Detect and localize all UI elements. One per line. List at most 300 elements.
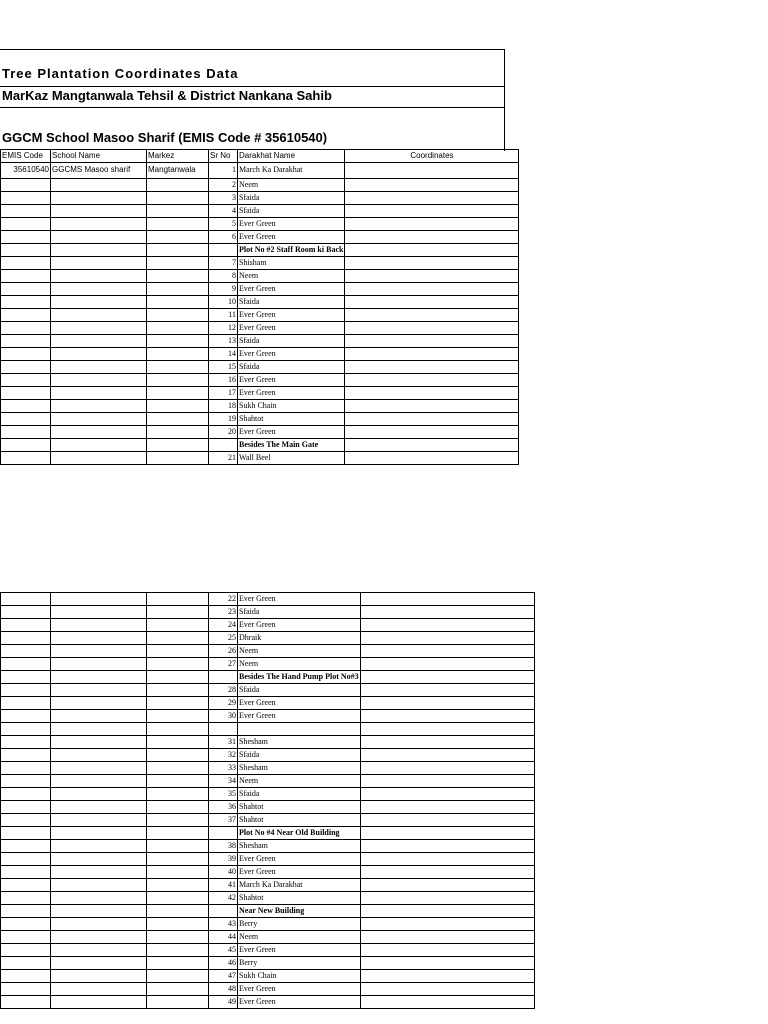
table-row <box>1 658 535 671</box>
markez-cell: Mangtanwala <box>147 163 209 179</box>
emis-code-cell <box>1 374 51 387</box>
section-row <box>1 904 535 917</box>
darakhat-name-cell: Plot No #2 Staff Room ki Back <box>238 244 345 257</box>
markez-cell <box>147 956 209 969</box>
darakhat-name-cell: March Ka Darakhat <box>238 163 345 179</box>
table-row <box>1 192 519 205</box>
markez-cell <box>147 348 209 361</box>
coordinates-cell <box>345 439 519 452</box>
emis-code-cell <box>1 309 51 322</box>
sr-no-cell: 17 <box>209 387 238 400</box>
markez-cell <box>147 400 209 413</box>
coordinates-cell <box>345 361 519 374</box>
markez-cell <box>147 439 209 452</box>
emis-code-cell <box>1 593 51 606</box>
markez-cell <box>147 671 209 684</box>
table-row <box>1 163 519 179</box>
school-name-cell <box>51 995 147 1008</box>
markez-cell <box>147 179 209 192</box>
table-row <box>1 800 535 813</box>
table-row <box>1 982 535 995</box>
markez-cell <box>147 697 209 710</box>
markez-cell <box>147 735 209 748</box>
emis-code-cell <box>1 205 51 218</box>
markez-cell <box>147 904 209 917</box>
school-name-cell <box>51 839 147 852</box>
sr-no-cell: 3 <box>209 192 238 205</box>
school-name-cell <box>51 244 147 257</box>
markez-cell <box>147 995 209 1008</box>
school-name-cell <box>51 930 147 943</box>
emis-code-cell <box>1 891 51 904</box>
markez-cell <box>147 309 209 322</box>
markez-cell <box>147 748 209 761</box>
sr-no-cell: 8 <box>209 270 238 283</box>
sr-no-cell: 44 <box>209 930 238 943</box>
darakhat-name-cell: Sfaida <box>238 748 361 761</box>
table-row <box>1 400 519 413</box>
sr-no-cell: 1 <box>209 163 238 179</box>
markez-cell <box>147 296 209 309</box>
emis-code-cell <box>1 943 51 956</box>
school-name-cell <box>51 852 147 865</box>
sr-no-cell <box>209 826 238 839</box>
sr-no-cell: 37 <box>209 813 238 826</box>
school-name-cell <box>51 619 147 632</box>
header-markez: Markez <box>147 150 209 163</box>
coordinates-cell <box>345 163 519 179</box>
school-name-cell <box>51 658 147 671</box>
emis-code-cell <box>1 904 51 917</box>
coordinates-cell <box>345 348 519 361</box>
darakhat-name-cell: Ever Green <box>238 218 345 231</box>
markez-cell <box>147 426 209 439</box>
coordinates-cell <box>345 452 519 465</box>
darakhat-name-cell: Shesham <box>238 839 361 852</box>
sr-no-cell: 21 <box>209 452 238 465</box>
table-row <box>1 322 519 335</box>
emis-code-cell <box>1 645 51 658</box>
table-row <box>1 761 535 774</box>
darakhat-name-cell: Ever Green <box>238 387 345 400</box>
emis-code-cell <box>1 684 51 697</box>
table-row <box>1 593 535 606</box>
markez-cell <box>147 774 209 787</box>
table-row <box>1 645 535 658</box>
emis-code-cell <box>1 413 51 426</box>
darakhat-name-cell: Neem <box>238 930 361 943</box>
school-name-cell <box>51 426 147 439</box>
sr-no-cell: 11 <box>209 309 238 322</box>
school-name-cell <box>51 632 147 645</box>
emis-code-cell <box>1 995 51 1008</box>
emis-code-cell <box>1 218 51 231</box>
markez-cell <box>147 658 209 671</box>
emis-code-cell <box>1 774 51 787</box>
sr-no-cell: 6 <box>209 231 238 244</box>
coordinates-cell <box>345 244 519 257</box>
darakhat-name-cell: Neem <box>238 774 361 787</box>
coordinates-cell <box>360 904 534 917</box>
school-name-cell <box>51 645 147 658</box>
coordinates-cell <box>360 684 534 697</box>
coordinates-cell <box>345 270 519 283</box>
coordinates-cell <box>360 632 534 645</box>
school-name-cell <box>51 748 147 761</box>
markez-cell <box>147 619 209 632</box>
coordinates-cell <box>345 413 519 426</box>
sr-no-cell <box>209 723 238 736</box>
coordinates-cell <box>360 671 534 684</box>
school-name-cell <box>51 257 147 270</box>
school-name-cell <box>51 439 147 452</box>
coordinates-cell <box>360 995 534 1008</box>
coordinates-cell <box>360 606 534 619</box>
table-row <box>1 283 519 296</box>
coordinates-cell <box>360 917 534 930</box>
markez-cell <box>147 723 209 736</box>
emis-code-cell <box>1 400 51 413</box>
markez-cell <box>147 606 209 619</box>
header-school-name: School Name <box>51 150 147 163</box>
table-row <box>1 309 519 322</box>
emis-code-cell <box>1 800 51 813</box>
sr-no-cell: 30 <box>209 710 238 723</box>
sr-no-cell: 48 <box>209 982 238 995</box>
coordinates-cell <box>360 852 534 865</box>
coordinates-cell <box>360 891 534 904</box>
darakhat-name-cell: Besides The Main Gate <box>238 439 345 452</box>
emis-code-cell <box>1 192 51 205</box>
markez-cell <box>147 645 209 658</box>
school-name-cell <box>51 348 147 361</box>
coordinates-cell <box>360 593 534 606</box>
school-title: GGCM School Masoo Sharif (EMIS Code # 35610540) <box>2 130 328 145</box>
table-row <box>1 748 535 761</box>
table-row <box>1 270 519 283</box>
darakhat-name-cell: Plot No #4 Near Old Building <box>238 826 361 839</box>
markez-cell <box>147 270 209 283</box>
markez-cell <box>147 878 209 891</box>
markez-cell <box>147 218 209 231</box>
darakhat-name-cell: Shahtot <box>238 891 361 904</box>
coordinates-cell <box>345 231 519 244</box>
school-name-cell <box>51 904 147 917</box>
coordinates-cell <box>360 865 534 878</box>
sr-no-cell: 16 <box>209 374 238 387</box>
table-row <box>1 930 535 943</box>
coordinates-cell <box>360 710 534 723</box>
markez-cell <box>147 969 209 982</box>
coordinates-cell <box>360 839 534 852</box>
darakhat-name-cell: Berry <box>238 917 361 930</box>
table-row <box>1 632 535 645</box>
sr-no-cell: 7 <box>209 257 238 270</box>
markez-cell <box>147 684 209 697</box>
plantation-table-bottom <box>0 592 535 1009</box>
emis-code-cell <box>1 335 51 348</box>
sr-no-cell: 47 <box>209 969 238 982</box>
emis-code-cell <box>1 283 51 296</box>
darakhat-name-cell: Ever Green <box>238 697 361 710</box>
darakhat-name-cell: Sfaida <box>238 205 345 218</box>
sr-no-cell: 14 <box>209 348 238 361</box>
table-row <box>1 452 519 465</box>
coordinates-cell <box>360 982 534 995</box>
emis-code-cell <box>1 930 51 943</box>
coordinates-cell <box>360 956 534 969</box>
school-name-cell <box>51 231 147 244</box>
markez-cell <box>147 593 209 606</box>
school-name-cell <box>51 826 147 839</box>
emis-code-cell <box>1 723 51 736</box>
table-row <box>1 179 519 192</box>
darakhat-name-cell: Neem <box>238 658 361 671</box>
darakhat-name-cell: Ever Green <box>238 852 361 865</box>
section-row <box>1 244 519 257</box>
darakhat-name-cell: Shesham <box>238 761 361 774</box>
darakhat-name-cell: Ever Green <box>238 982 361 995</box>
sr-no-cell: 15 <box>209 361 238 374</box>
emis-code-cell <box>1 619 51 632</box>
coordinates-cell <box>360 826 534 839</box>
section-row <box>1 826 535 839</box>
school-name-cell <box>51 361 147 374</box>
emis-code-cell <box>1 748 51 761</box>
sr-no-cell <box>209 904 238 917</box>
markez-cell <box>147 865 209 878</box>
markez-cell <box>147 283 209 296</box>
markez-cell <box>147 826 209 839</box>
darakhat-name-cell: Ever Green <box>238 995 361 1008</box>
school-name-cell <box>51 270 147 283</box>
darakhat-name-cell: Berry <box>238 956 361 969</box>
header-emis-code: EMIS Code <box>1 150 51 163</box>
markez-cell <box>147 813 209 826</box>
darakhat-name-cell: Shahtot <box>238 413 345 426</box>
coordinates-cell <box>345 283 519 296</box>
school-name-cell <box>51 891 147 904</box>
coordinates-cell <box>345 257 519 270</box>
school-name-cell <box>51 671 147 684</box>
divider <box>0 107 505 108</box>
markez-cell <box>147 852 209 865</box>
table-row <box>1 839 535 852</box>
coordinates-cell <box>360 930 534 943</box>
markez-cell <box>147 632 209 645</box>
table-row <box>1 969 535 982</box>
table-row <box>1 361 519 374</box>
sr-no-cell: 29 <box>209 697 238 710</box>
markez-cell <box>147 917 209 930</box>
darakhat-name-cell: Ever Green <box>238 309 345 322</box>
school-name-cell <box>51 878 147 891</box>
table-row <box>1 917 535 930</box>
school-name-cell <box>51 283 147 296</box>
emis-code-cell <box>1 697 51 710</box>
school-name-cell <box>51 800 147 813</box>
school-name-cell <box>51 956 147 969</box>
sr-no-cell: 9 <box>209 283 238 296</box>
markez-cell <box>147 387 209 400</box>
sheet-title: Tree Plantation Coordinates Data <box>2 66 239 81</box>
darakhat-name-cell: Ever Green <box>238 943 361 956</box>
school-name-cell <box>51 593 147 606</box>
school-name-cell <box>51 684 147 697</box>
sr-no-cell: 28 <box>209 684 238 697</box>
emis-code-cell <box>1 813 51 826</box>
darakhat-name-cell: Neem <box>238 645 361 658</box>
coordinates-cell <box>360 761 534 774</box>
emis-code-cell <box>1 606 51 619</box>
darakhat-name-cell: Sfaida <box>238 192 345 205</box>
emis-code-cell <box>1 865 51 878</box>
school-name-cell <box>51 710 147 723</box>
school-name-cell <box>51 917 147 930</box>
emis-code-cell <box>1 322 51 335</box>
sheet-subtitle: MarKaz Mangtanwala Tehsil & District Nankana Sahib <box>2 88 332 103</box>
table-row <box>1 852 535 865</box>
darakhat-name-cell: Shahtot <box>238 800 361 813</box>
markez-cell <box>147 192 209 205</box>
sr-no-cell: 24 <box>209 619 238 632</box>
markez-cell <box>147 413 209 426</box>
sr-no-cell <box>209 671 238 684</box>
table-row <box>1 257 519 270</box>
sr-no-cell: 4 <box>209 205 238 218</box>
table-row <box>1 218 519 231</box>
sr-no-cell: 39 <box>209 852 238 865</box>
markez-cell <box>147 231 209 244</box>
emis-code-cell <box>1 787 51 800</box>
coordinates-cell <box>345 374 519 387</box>
sr-no-cell: 25 <box>209 632 238 645</box>
emis-code-cell <box>1 839 51 852</box>
table-row <box>1 619 535 632</box>
school-name-cell <box>51 400 147 413</box>
coordinates-cell <box>360 658 534 671</box>
school-name-cell <box>51 865 147 878</box>
emis-code-cell <box>1 917 51 930</box>
school-name-cell <box>51 218 147 231</box>
coordinates-cell <box>345 309 519 322</box>
coordinates-cell <box>360 787 534 800</box>
darakhat-name-cell: Sfaida <box>238 296 345 309</box>
darakhat-name-cell: Ever Green <box>238 374 345 387</box>
coordinates-cell <box>345 205 519 218</box>
header-coordinates: Coordinates <box>345 150 519 163</box>
emis-code-cell <box>1 671 51 684</box>
markez-cell <box>147 335 209 348</box>
coordinates-cell <box>360 723 534 736</box>
school-name-cell <box>51 761 147 774</box>
darakhat-name-cell: Ever Green <box>238 865 361 878</box>
emis-code-cell <box>1 878 51 891</box>
table-row <box>1 205 519 218</box>
table-row <box>1 296 519 309</box>
sr-no-cell: 12 <box>209 322 238 335</box>
table-row <box>1 348 519 361</box>
darakhat-name-cell: Ever Green <box>238 231 345 244</box>
coordinates-cell <box>345 426 519 439</box>
emis-code-cell <box>1 852 51 865</box>
school-name-cell <box>51 452 147 465</box>
emis-code-cell <box>1 179 51 192</box>
darakhat-name-cell: Besides The Hand Pump Plot No#3 <box>238 671 361 684</box>
table-row <box>1 606 535 619</box>
section-row <box>1 439 519 452</box>
header-darakhat-name: Darakhat Name <box>238 150 345 163</box>
table-row <box>1 891 535 904</box>
coordinates-cell <box>345 296 519 309</box>
table-row <box>1 865 535 878</box>
coordinates-cell <box>345 218 519 231</box>
darakhat-name-cell: Sukh Chain <box>238 400 345 413</box>
school-name-cell <box>51 787 147 800</box>
table-row <box>1 374 519 387</box>
table-row <box>1 995 535 1008</box>
header-sr-no: Sr No <box>209 150 238 163</box>
emis-code-cell <box>1 658 51 671</box>
darakhat-name-cell: Ever Green <box>238 710 361 723</box>
coordinates-cell <box>360 813 534 826</box>
sr-no-cell: 42 <box>209 891 238 904</box>
divider <box>0 86 505 87</box>
markez-cell <box>147 800 209 813</box>
emis-code-cell <box>1 387 51 400</box>
emis-code-cell <box>1 244 51 257</box>
emis-code-cell <box>1 361 51 374</box>
table-row <box>1 774 535 787</box>
emis-code-cell <box>1 826 51 839</box>
coordinates-cell <box>360 800 534 813</box>
emis-code-cell <box>1 296 51 309</box>
emis-code-cell <box>1 270 51 283</box>
sr-no-cell: 34 <box>209 774 238 787</box>
darakhat-name-cell: Sfaida <box>238 787 361 800</box>
school-name-cell <box>51 606 147 619</box>
table-row <box>1 813 535 826</box>
school-name-cell <box>51 296 147 309</box>
school-name-cell <box>51 205 147 218</box>
school-name-cell <box>51 309 147 322</box>
emis-code-cell <box>1 348 51 361</box>
coordinates-cell <box>345 400 519 413</box>
darakhat-name-cell: Dhraik <box>238 632 361 645</box>
emis-code-cell <box>1 735 51 748</box>
emis-code-cell <box>1 761 51 774</box>
markez-cell <box>147 257 209 270</box>
markez-cell <box>147 982 209 995</box>
markez-cell <box>147 930 209 943</box>
school-name-cell <box>51 192 147 205</box>
sr-no-cell: 36 <box>209 800 238 813</box>
emis-code-cell <box>1 969 51 982</box>
emis-code-cell <box>1 426 51 439</box>
coordinates-cell <box>345 335 519 348</box>
sr-no-cell: 23 <box>209 606 238 619</box>
markez-cell <box>147 244 209 257</box>
coordinates-cell <box>360 878 534 891</box>
school-name-cell <box>51 322 147 335</box>
coordinates-cell <box>345 387 519 400</box>
coordinates-cell <box>360 735 534 748</box>
emis-code-cell: 35610540 <box>1 163 51 179</box>
sr-no-cell: 2 <box>209 179 238 192</box>
sr-no-cell: 38 <box>209 839 238 852</box>
school-name-cell <box>51 723 147 736</box>
sr-no-cell: 22 <box>209 593 238 606</box>
